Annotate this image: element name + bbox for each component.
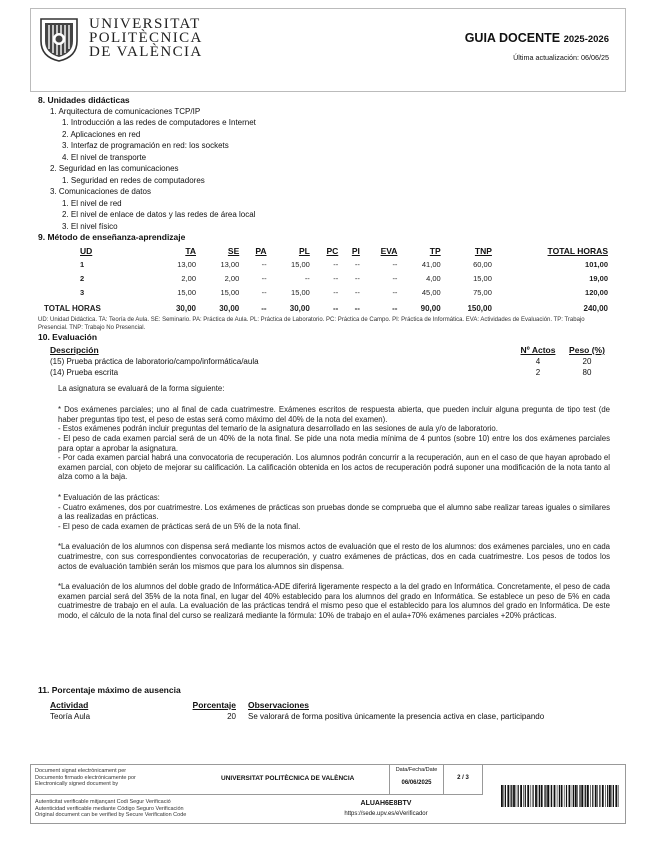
date-box <box>389 765 443 795</box>
evaluation-paragraph: La asignatura se evaluará de la forma siguiente: <box>58 383 225 393</box>
barcode-icon <box>501 785 619 807</box>
table-cell: 2 <box>80 273 85 283</box>
table-cell: 1 <box>80 259 85 269</box>
table-row <box>38 271 610 285</box>
table-cell: 3 <box>80 287 85 297</box>
col-header: Porcentaje <box>192 699 236 710</box>
evaluation-weight: 20 <box>582 356 592 366</box>
table-cell: -- <box>333 273 339 283</box>
table-cell: 60,00 <box>473 259 492 269</box>
evaluation-table-header <box>50 345 610 356</box>
table-cell: 75,00 <box>473 287 492 297</box>
table-cell: 4,00 <box>426 273 441 283</box>
document-footer <box>30 764 626 824</box>
subunits-list <box>62 198 610 233</box>
university-name <box>89 17 203 59</box>
section-title-units: 8. Unidades didácticas <box>38 95 130 105</box>
table-row <box>50 711 610 722</box>
unit-label: 2. Seguridad en las comunicaciones <box>50 164 179 174</box>
table-cell: 2,00 <box>181 273 197 283</box>
table-cell: -- <box>333 259 339 269</box>
date-label: Data/Fecha/Date <box>395 767 438 773</box>
table-cell: 15,00 <box>220 287 240 297</box>
table-row <box>50 367 610 378</box>
table-cell: 30,00 <box>175 304 197 314</box>
evaluation-paragraph: * Dos exámenes parciales; uno al final de cada cuatrimestre. Exámenes escritos de respuesta abierta, que pueden incluir alguna pregunta de tipo test (de haber preguntas tipo test, el peso de estas será como máximo del 40% de la nota del examen). - Estos exámenes podrán incluir preguntas del temario de la asignatura desarrollado en las sesiones de aula y/o de laboratorio. - El peso de cada examen parcial será de un 40% de la nota final. Se pide una nota media mínima de 4 puntos (sobre 10) entre los dos exámenes parciales para optar a aprobar la asignatura. - Por cada examen parcial habrá una convocatoria de recuperación. Los alumnos podrán concurrir a la recuperación, aun en el caso de que hayan aprobado el examen parcial, con objeto de mejorar su calificación. La calificación obtenida en los actos de recuperación podrá suponer una modificación de la nota tanto al alza como a la baja. <box>58 405 610 482</box>
table-cell: 15,00 <box>177 287 197 297</box>
upv-logo-icon <box>37 15 81 63</box>
main-content <box>38 95 610 632</box>
signer-name: UNIVERSITAT POLITÈCNICA DE VALÈNCIA <box>221 775 355 782</box>
unit-item <box>50 186 610 232</box>
absence-section <box>38 685 610 722</box>
table-cell: -- <box>304 273 310 283</box>
table-cell: -- <box>261 273 267 283</box>
subunit-item: 4. El nivel de transporte <box>62 152 147 162</box>
table-cell: -- <box>354 259 360 269</box>
verification-url[interactable]: https://sede.upv.es/eVerificador <box>344 811 428 817</box>
section-title-method: 9. Método de enseñanza-aprendizaje <box>38 232 186 243</box>
unit-label: 1. Arquitectura de comunicaciones TCP/IP <box>50 106 201 116</box>
document-header <box>30 8 626 92</box>
table-cell: 15,00 <box>291 287 310 297</box>
table-total-row <box>38 299 610 316</box>
subunit-item: 1. Seguridad en redes de computadores <box>62 175 205 185</box>
absence-table-header <box>50 700 610 711</box>
evaluation-paragraph: *La evaluación de los alumnos del doble grado de Informática-ADE diferirá ligeramente respecto a la del grado en Informática. Concretamente, el peso de cada examen parcial será del 35% de la nota final, en lugar del 40% establecido para los alumnos del grado en Informática. Se establece un peso de 5% en cada cuatrimestre de trabajo en el aula. La evaluación de las prácticas tendrá el mismo peso que el establecido para los alumnos del grado en Informática. De este modo, el cálculo de la nota final del curso se realizará mediante la fórmula: 10% de trabajo en el aula+70% exámenes parciales +20% prácticas. <box>58 582 610 620</box>
subunit-item: 2. Aplicaciones en red <box>62 129 141 139</box>
col-header: Observaciones <box>248 699 309 710</box>
footer-signature-row <box>31 765 443 795</box>
col-header: EVA <box>380 245 398 256</box>
subunit-item: 3. El nivel físico <box>62 221 118 231</box>
col-header: Descripción <box>50 345 99 355</box>
table-cell: -- <box>261 304 267 314</box>
absence-percent: 20 <box>227 712 236 722</box>
table-cell: 30,00 <box>219 304 240 314</box>
page-number: 2 / 3 <box>443 765 483 795</box>
col-header: TNP <box>474 245 492 256</box>
table-cell: -- <box>392 304 398 314</box>
university-name-line: DE VALÈNCIA <box>89 44 203 60</box>
table-cell: 101,00 <box>585 259 608 269</box>
table-cell: 45,00 <box>421 287 441 297</box>
col-header: PL <box>298 245 310 256</box>
verification-code: ALUAH6E8BTV <box>360 800 412 807</box>
table-cell: 19,00 <box>589 273 608 283</box>
hours-table-header <box>38 245 610 258</box>
last-update: Última actualización: 06/06/25 <box>513 53 609 62</box>
signed-by-text: Document signat electrònicament per Documento firmado electrónicamente por Electronically signed document by <box>35 768 136 787</box>
date-value: 06/06/2025 <box>401 779 432 786</box>
table-cell: 30,00 <box>289 304 310 314</box>
col-header: TA <box>185 245 197 256</box>
table-cell: 150,00 <box>467 304 492 314</box>
evaluation-paragraph: *La evaluación de los alumnos con dispensa será mediante los mismos actos de evaluación que el resto de los alumnos: dos exámenes parciales, uno en cada cuatrimestre, con sus correspondientes convocatorias de recuperación, y cuatro exámenes de prácticas, dos en cada cuatrimestre. Los pesos de todos los actos de evaluación también serán los mismos que para los alumnos sin dispensa. <box>58 542 610 571</box>
table-row <box>38 285 610 299</box>
unit-item <box>50 106 610 164</box>
col-header: TOTAL HORAS <box>547 245 608 256</box>
table-cell: -- <box>392 273 398 283</box>
document-title <box>465 31 609 47</box>
verification-text: Autenticitat verificable mitjançant Codi Segur Verificació Autenticidad verificable mediante Código Seguro Verificación Original document can be verified by Secure Verification Code <box>35 799 187 818</box>
table-cell: -- <box>261 287 267 297</box>
document-year: 2025-2026 <box>563 34 609 45</box>
absence-activity: Teoría Aula <box>50 712 91 722</box>
col-header: TP <box>429 245 441 256</box>
absence-observations: Se valorará de forma positiva únicamente la presencia activa en clase, participando <box>248 712 545 722</box>
col-header: PI <box>351 245 360 256</box>
table-cell: -- <box>332 304 339 314</box>
table-row <box>38 257 610 271</box>
evaluation-paragraph: * Evaluación de las prácticas: - Cuatro exámenes, dos por cuatrimestre. Los exámenes de prácticas son pruebas donde se comprueba que el alumno sabe realizar tareas iguales o similares a las realizadas en prácticas. - El peso de cada examen de prácticas será de un 5% de la nota final. <box>58 492 610 531</box>
table-cell: 13,00 <box>177 259 197 269</box>
col-header: Peso (%) <box>569 345 605 355</box>
table-cell: -- <box>261 259 267 269</box>
table-cell: 15,00 <box>473 273 492 283</box>
col-header: PC <box>326 245 339 256</box>
unit-label: 3. Comunicaciones de datos <box>50 187 151 197</box>
col-header: PA <box>255 245 267 256</box>
unit-item <box>50 163 610 186</box>
university-name-line: UNIVERSITAT <box>89 16 201 32</box>
table-cell: 90,00 <box>420 304 441 314</box>
table-row <box>50 356 610 367</box>
subunits-list <box>62 117 610 163</box>
table-cell: -- <box>354 287 360 297</box>
evaluation-weight: 80 <box>582 367 592 377</box>
subunit-item: 3. Interfaz de programación en red: los sockets <box>62 141 229 151</box>
table-cell: 240,00 <box>583 304 608 314</box>
evaluation-text <box>58 384 610 621</box>
table-cell: 15,00 <box>291 259 310 269</box>
table-cell: -- <box>392 259 398 269</box>
table-cell: 13,00 <box>220 259 240 269</box>
col-header: UD <box>80 245 93 256</box>
evaluation-description: (14) Prueba escrita <box>50 367 119 377</box>
section-title-absence: 11. Porcentaje máximo de ausencia <box>38 685 181 695</box>
col-header: Nº Actos <box>520 345 556 355</box>
document-title-text: GUIA DOCENTE <box>464 31 561 45</box>
hours-table <box>38 245 610 317</box>
table-cell: -- <box>354 273 360 283</box>
units-list <box>50 106 610 233</box>
subunit-item: 2. El nivel de enlace de datos y las redes de área local <box>62 210 256 220</box>
university-name-line: POLITÈCNICA <box>89 30 203 46</box>
section-title-evaluation: 10. Evaluación <box>38 332 98 343</box>
evaluation-description: (15) Prueba práctica de laboratorio/campo/informática/aula <box>50 356 259 366</box>
table-cell: -- <box>392 287 398 297</box>
evaluation-acts: 2 <box>535 367 541 377</box>
table-cell: TOTAL HORAS <box>44 304 101 314</box>
table-cell: 120,00 <box>585 287 608 297</box>
evaluation-acts: 4 <box>535 356 541 366</box>
table-cell: 2,00 <box>224 273 240 283</box>
col-header: SE <box>227 245 240 256</box>
col-header: Actividad <box>50 699 89 710</box>
hours-legend: UD: Unidad Didáctica. TA: Teoría de Aula. SE: Seminario. PA: Práctica de Aula. PL: Práctica de Laboratorio. PC: Práctica de Campo. PI: Práctica de Informática. EVA: Actividades de Evaluación. TP: Trabajo Presencial. TNP: Trabajo No Presencial. <box>38 317 585 331</box>
table-cell: -- <box>333 287 339 297</box>
table-cell: -- <box>354 304 360 314</box>
subunit-item: 1. El nivel de red <box>62 198 122 208</box>
subunit-item: 1. Introducción a las redes de computadores e Internet <box>62 118 256 128</box>
table-cell: 41,00 <box>421 259 441 269</box>
subunits-list <box>62 175 610 187</box>
